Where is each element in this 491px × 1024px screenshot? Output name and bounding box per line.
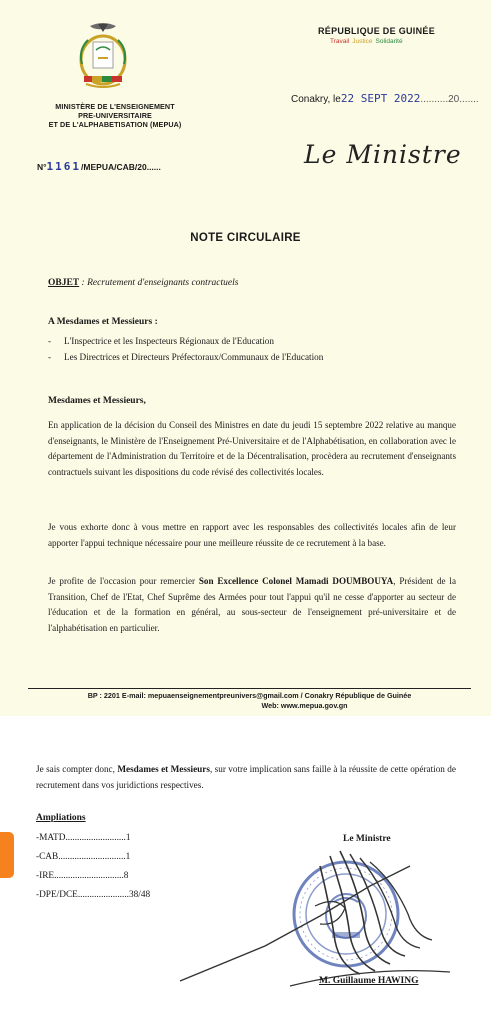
subject-label: OBJET [48,278,80,288]
body-paragraph-1: En application de la décision du Conseil des Ministres en date du jeudi 15 septembre 2022 relative au manque d'enseignants, le Ministère de l'Enseignement Pré-Universitaire et de l'Alphabétisation, en collaboration avec le département de l'Administration du Territoire et de la Décentralisation, procèdera au recrutement d'enseignants contractuels suivant les dispositions du code révisé des collectivités locales. [48,420,456,477]
date-suffix: ..........20....... [420,94,479,105]
closing-bold: Mesdames et Messieurs [117,764,210,774]
date-prefix: Conakry, le [291,94,341,105]
ampliation-item: -CAB.............................1 [36,852,131,862]
footer-contact: BP : 2201 E-mail: mepuaenseignementpreunivers@gmail.com / Conakry République de Guinée [87,691,412,700]
letter-date [291,92,479,105]
side-tab-handle[interactable] [0,832,14,878]
ampliation-item: -IRE..............................8 [36,871,129,881]
letter-footer [28,691,471,711]
footer-website: Web: www.mepua.gov.gn [261,701,348,710]
closing-end: , sur votre implication sans faille à la réussite de cette opération de recrutement dans vos juridictions respectives. [36,764,456,790]
ref-prefix: N° [37,162,47,172]
addressee-item: - Les Directrices et Directeurs Préfectoraux/Communaux de l'Education [48,352,324,362]
letter-page-2 [0,716,491,1024]
ampliation-item: -MATD..........................1 [36,833,131,843]
motto-justice: Justice [352,38,373,45]
addressee-item-text: Les Directrices et Directeurs Préfectoraux/Communaux de l'Education [64,352,324,362]
motto-solidarity: Solidarité [375,38,403,45]
signatory-name: M. Guillaume HAWING [319,976,419,986]
ampliation-item: -DPE/DCE......................38/48 [36,890,151,900]
minister-signature-icon [170,846,470,996]
p3-end: , Président de la Transition, Chef de l'Etat, Chef Suprême des Armées pour tout l'appui qu'il ne cesse d'apporter au secteur de l'éducation et de la formation en général, au sous-secteur de l'enseignement pré-universitaire et de l'alphabétisation en particulier. [48,576,456,633]
national-motto [330,38,403,45]
reference-number [37,160,161,173]
ministry-line-1: MINISTÈRE DE L'ENSEIGNEMENT [55,102,175,111]
subject-text: : Recrutement d'enseignants contractuels [79,278,239,288]
addressee-item-text: L'Inspectrice et les Inspecteurs Régionaux de l'Education [64,336,274,346]
p3-honoree: Son Excellence Colonel Mamadi DOUMBOUYA [198,576,394,586]
body-paragraph-3 [48,574,456,636]
ref-number-handwritten: 1161 [46,160,82,173]
addressee-item: - L'Inspectrice et les Inspecteurs Régionaux de l'Education [48,336,274,346]
salutation: Mesdames et Messieurs, [48,396,146,406]
ministry-name [20,102,210,129]
guinea-coat-of-arms-icon [68,20,138,92]
signature-title: Le Ministre [343,834,391,844]
date-handwritten: 22 SEPT 2022 [340,92,421,105]
body-paragraph-2: Je vous exhorte donc à vous mettre en rapport avec les responsables des collectivités locales afin de leur apporter l'appui technique nécessaire pour une meilleure réussite de ce recrutement à la base. [48,522,456,548]
ministry-line-3: ET DE L'ALPHABETISATION (MEPUA) [48,120,182,129]
subject-line [48,278,238,288]
motto-work: Travail [330,38,350,45]
ref-suffix: /MEPUA/CAB/20 [81,162,147,172]
p3-start: Je profite de l'occasion pour remercier [48,576,199,586]
addressee-heading: A Mesdames et Messieurs : [48,317,158,327]
closing-start: Je sais compter donc, [36,764,118,774]
minister-heading: Le Ministre [304,140,462,169]
ministry-line-2: PRE-UNIVERSITAIRE [78,111,152,120]
closing-paragraph [36,761,456,793]
document-title: NOTE CIRCULAIRE [190,232,301,244]
republic-title: RÉPUBLIQUE DE GUINÉE [318,26,436,36]
ampliations-heading: Ampliations [36,813,86,823]
footer-divider [28,688,471,689]
ref-trail: ...... [146,162,161,172]
